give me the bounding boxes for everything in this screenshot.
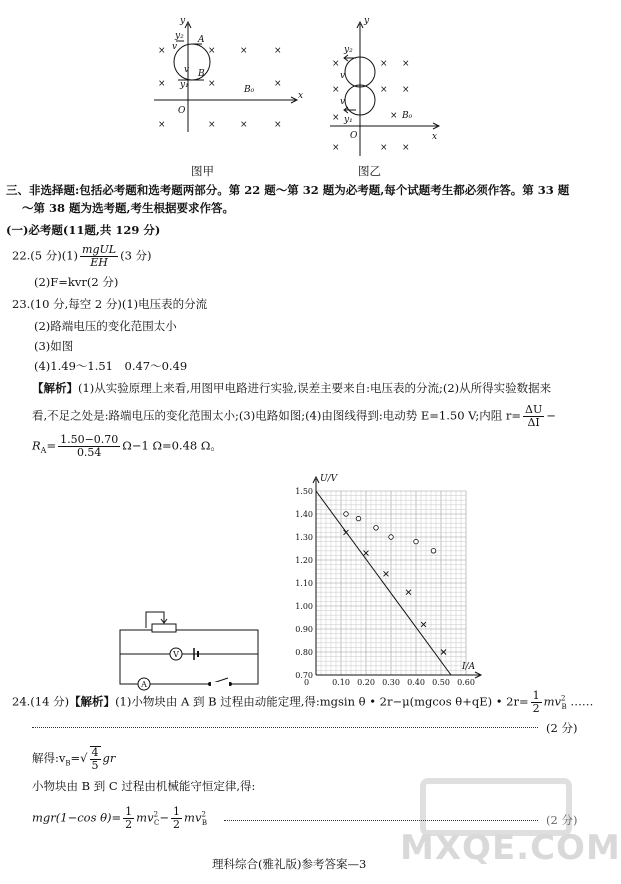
q22-answer-2: (2)F=kvr(2 分) — [34, 275, 119, 289]
point-b: B — [198, 69, 205, 79]
origin-label: O — [350, 131, 358, 141]
y-axis-label: U/V — [320, 474, 338, 484]
y-label: y — [364, 16, 370, 26]
x-tick-label: 0.40 — [407, 678, 425, 687]
x-tick-label: 0.60 — [457, 678, 475, 687]
svg-text:×: × — [274, 46, 282, 56]
q24-solve: 解得$:v_B=√$ $\frac{4}{5}$ gr — [32, 746, 116, 772]
ui-chart — [278, 465, 478, 690]
svg-text:×: × — [402, 59, 410, 69]
y-label: y — [180, 16, 186, 26]
page-footer: 理科综合(雅礼版)参考答案—3 — [212, 857, 367, 871]
watermark-text: MXQE.COM — [400, 828, 621, 868]
y-tick-label: 0.70 — [295, 671, 313, 680]
y-tick-label: 1.30 — [295, 533, 313, 542]
circuit-loop — [120, 630, 258, 684]
svg-text:v: v — [340, 97, 346, 107]
field-label: B₀ — [402, 111, 413, 121]
section-3-heading-line2: ～第 38 题为选考题,考生根据要求作答。 — [22, 201, 235, 215]
y-tick-label: 1.50 — [295, 487, 313, 496]
svg-text:×: × — [390, 111, 398, 121]
figure-yi — [326, 14, 446, 164]
section-3-heading-line1: 三、非选择题:包括必考题和选考题两部分。第 22 题～第 32 题为必考题,每个试题考生都必须作答。第 33 题 — [6, 183, 570, 197]
y-tick-label: 1.00 — [295, 602, 313, 611]
resistor — [152, 624, 176, 632]
part-1-heading: (一)必考题(11题,共 129 分) — [6, 223, 161, 237]
y-tick-label: 1.20 — [295, 556, 313, 565]
q23-analysis-line2: 看,不足之处是:路端电压的变化范围太小;(3)电路如图;(4)由图线得到:电动势 E=1.50 V;内阻 r= $\frac{\Delta U}{\Delta I}$ − — [32, 403, 556, 429]
data-point-circle — [389, 535, 394, 540]
q23-analysis-line3: $R_A=$ $\frac{1.50-0.70}{0.54}$ Ω−1 Ω=0.48 Ω。 — [32, 433, 222, 459]
q24-score-2: (2 分) — [546, 813, 578, 827]
q24-score-1: (2 分) — [546, 721, 578, 735]
data-point-circle — [431, 549, 436, 554]
figure-yi-caption: 图乙 — [358, 164, 381, 178]
svg-text:×: × — [402, 85, 410, 95]
origin-label: O — [178, 106, 186, 116]
data-point-circle — [374, 526, 379, 531]
q24-line3: 小物块由 B 到 C 过程由机械能守恒定律,得: — [32, 779, 256, 793]
q22-answer-1: 22.(5 分)(1) $\frac{\text{mgUL}}{EH}$ (3 分) — [12, 243, 152, 269]
q24-eq: mgr(1−cos θ)= $\frac{1}{2}$ $mv^2_C-$ $\frac{1}{2}$ $mv^2_B$ — [32, 805, 208, 831]
svg-text:×: × — [332, 143, 340, 153]
svg-text:×: × — [208, 120, 216, 130]
svg-text:×: × — [274, 120, 282, 130]
dotted-leader-1 — [32, 727, 538, 728]
y-tick-label: 0.90 — [295, 625, 313, 634]
ammeter-label: A — [141, 680, 147, 689]
x-label: x — [298, 91, 304, 101]
svg-text:y₁: y₁ — [180, 80, 189, 90]
x-axis-label: I/A — [462, 662, 476, 672]
svg-text:×: × — [402, 143, 410, 153]
svg-text:×: × — [380, 85, 388, 95]
q23-answer-2: (2)路端电压的变化范围太小 — [34, 319, 177, 333]
field-label: B₀ — [244, 85, 255, 95]
svg-text:v: v — [184, 65, 190, 75]
svg-text:×: × — [208, 79, 216, 89]
svg-text:×: × — [380, 143, 388, 153]
q23-answer-3: (3)如图 — [34, 339, 74, 353]
circuit-diagram — [110, 600, 270, 690]
data-point-circle — [356, 516, 361, 521]
y-tick-label: 0.80 — [295, 648, 313, 657]
svg-text:v: v — [340, 71, 346, 81]
x-tick-label: 0.30 — [382, 678, 400, 687]
svg-text:×: × — [240, 120, 248, 130]
origin-label: 0 — [304, 678, 310, 687]
voltmeter-label: V — [173, 650, 179, 659]
svg-text:y₂: y₂ — [344, 45, 353, 55]
svg-text:×: × — [208, 46, 216, 56]
svg-text:×: × — [332, 85, 340, 95]
svg-text:y₂: y₂ — [175, 31, 184, 41]
q23-analysis-line1: 【解析】(1)从实验原理上来看,用图甲电路进行实验,误差主要来自:电压表的分流;(2)从所得实验数据来 — [32, 381, 552, 395]
svg-text:×: × — [158, 79, 166, 89]
data-point-circle — [344, 512, 349, 517]
svg-text:×: × — [332, 59, 340, 69]
y-tick-label: 1.40 — [295, 510, 313, 519]
svg-text:×: × — [380, 59, 388, 69]
q23-answer-1: 23.(10 分,每空 2 分)(1)电压表的分流 — [12, 297, 208, 311]
figure-jia-caption: 图甲 — [191, 164, 214, 178]
y-tick-label: 1.10 — [295, 579, 313, 588]
figure-jia — [148, 14, 308, 164]
x-tick-label: 0.50 — [432, 678, 450, 687]
svg-text:×: × — [158, 46, 166, 56]
q23-answer-4: (4)1.49～1.51 0.47～0.49 — [34, 359, 188, 373]
point-a: A — [198, 35, 205, 45]
x-tick-label: 0.20 — [357, 678, 375, 687]
svg-text:×: × — [332, 113, 340, 123]
svg-text:v: v — [172, 42, 178, 52]
x-tick-label: 0.10 — [332, 678, 350, 687]
svg-text:×: × — [158, 120, 166, 130]
svg-text:×: × — [240, 46, 248, 56]
svg-text:y₁: y₁ — [344, 115, 353, 125]
dotted-leader-2 — [224, 820, 538, 821]
svg-text:×: × — [274, 79, 282, 89]
q24-line1: 24.(14 分)【解析】(1)小物块由 A 到 B 过程由动能定理,得:mgsin θ • 2r−μ(mgcos θ+qE) • 2r= $\frac{1}{2}$ $mv^2_B$ …… — [12, 689, 594, 715]
x-label: x — [432, 132, 438, 142]
data-point-circle — [414, 539, 419, 544]
